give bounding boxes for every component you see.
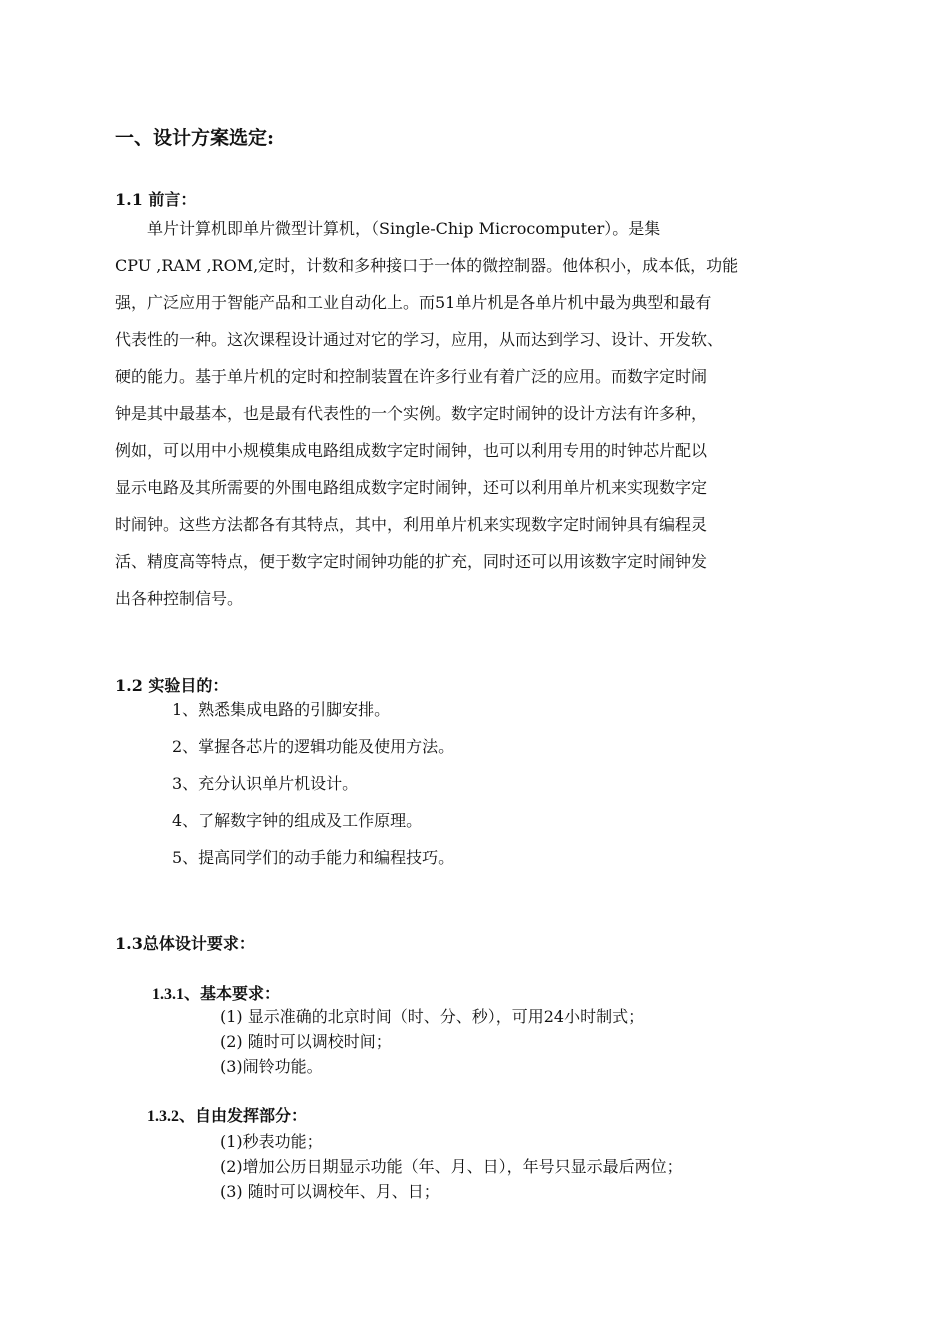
preface-line: 活、精度高等特点，便于数字定时闹钟功能的扩充，同时还可以用该数字定时闹钟发 xyxy=(115,552,708,571)
preface-line: 单片计算机即单片微型计算机，（Single-Chip Microcomputer）。是集 xyxy=(115,219,661,238)
preface-line: 硬的能力。基于单片机的定时和控制装置在许多行业有着广泛的应用。而数字定时闹 xyxy=(115,367,708,386)
extra-requirement-item: (3) 随时可以调校年、月、日； xyxy=(220,1182,440,1201)
preface-line: 强，广泛应用于智能产品和工业自动化上。而51单片机是各单片机中最为典型和最有 xyxy=(115,293,712,312)
preface-line: 出各种控制信号。 xyxy=(115,589,244,608)
preface-paragraph xyxy=(115,210,840,617)
preface-line: 时闹钟。这些方法都各有其特点，其中，利用单片机来实现数字定时闹钟具有编程灵 xyxy=(115,515,708,534)
preface-line: 钟是其中最基本，也是最有代表性的一个实例。数字定时闹钟的设计方法有许多种， xyxy=(115,404,708,423)
section-heading: 一、设计方案选定: xyxy=(115,127,275,149)
preface-title: 1.1 前言： xyxy=(115,190,197,209)
basic-requirements-title: 1.3.1、基本要求： xyxy=(152,986,281,1003)
basic-requirement-item: (1) 显示准确的北京时间（时、分、秒），可用24小时制式； xyxy=(220,1007,645,1026)
basic-requirement-item: (2) 随时可以调校时间； xyxy=(220,1032,392,1051)
preface-line: 显示电路及其所需要的外围电路组成数字定时闹钟，还可以利用单片机来实现数字定 xyxy=(115,478,708,497)
objective-item: 1、熟悉集成电路的引脚安排。 xyxy=(172,700,391,719)
objective-item: 4、了解数字钟的组成及工作原理。 xyxy=(172,811,423,830)
objective-item: 2、掌握各芯片的逻辑功能及使用方法。 xyxy=(172,737,455,756)
objective-item: 3、充分认识单片机设计。 xyxy=(172,774,359,793)
preface-line: CPU ,RAM ,ROM,定时，计数和多种接口于一体的微控制器。他体积小，成本低，功能 xyxy=(115,256,739,275)
objectives-title: 1.2 实验目的： xyxy=(115,676,229,695)
objective-item: 5、提高同学们的动手能力和编程技巧。 xyxy=(172,848,455,867)
extra-requirement-item: (2)增加公历日期显示功能（年、月、日），年号只显示最后两位； xyxy=(220,1157,683,1176)
extra-requirements-title: 1.3.2、自由发挥部分： xyxy=(147,1108,308,1125)
preface-line: 代表性的一种。这次课程设计通过对它的学习，应用，从而达到学习、设计、开发软、 xyxy=(115,330,724,349)
extra-requirement-item: (1)秒表功能； xyxy=(220,1132,323,1151)
requirements-title: 1.3总体设计要求： xyxy=(115,934,255,953)
preface-line: 例如，可以用中小规模集成电路组成数字定时闹钟，也可以利用专用的时钟芯片配以 xyxy=(115,441,708,460)
basic-requirement-item: (3)闹铃功能。 xyxy=(220,1057,323,1076)
